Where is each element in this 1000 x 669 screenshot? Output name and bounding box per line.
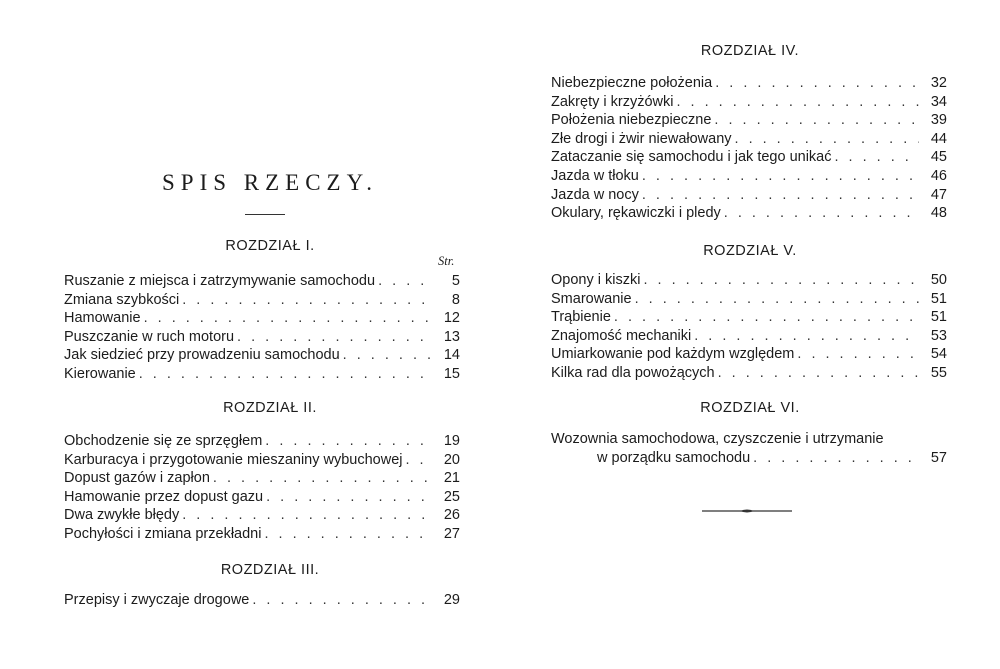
- end-ornament-rule: [702, 508, 792, 514]
- chapter-heading-6: ROZDZIAŁ VI.: [700, 400, 800, 416]
- toc-entry: Położenia niebezpieczne . . . 39: [551, 111, 947, 130]
- chapter-heading-5: ROZDZIAŁ V.: [703, 243, 797, 259]
- toc-entry: Jazda w tłoku . . . 46: [551, 167, 947, 186]
- toc-entry: Dopust gazów i zapłon . . . 21: [64, 469, 460, 488]
- toc-entry: Pochyłości i zmiana przekładni . . . 27: [64, 525, 460, 544]
- toc-entry: Jak siedzieć przy prowadzeniu samochodu . . . 14: [64, 346, 460, 365]
- toc-entry: Dwa zwykłe błędy . . . 26: [64, 506, 460, 525]
- toc-entry: Trąbienie . . . 51: [551, 308, 947, 327]
- toc-title: SPIS RZECZY.: [161, 170, 378, 195]
- chapter-3-entries: [64, 591, 460, 610]
- chapter-4-entries: [551, 74, 947, 223]
- toc-entry: Smarowanie . . . 51: [551, 290, 947, 309]
- toc-entry: Niebezpieczne położenia . . . 32: [551, 74, 947, 93]
- toc-entry: Znajomość mechaniki . . . 53: [551, 327, 947, 346]
- toc-entry: Obchodzenie się ze sprzęgłem . . . 19: [64, 432, 460, 451]
- toc-entry: Kierowanie . . . 15: [64, 365, 460, 384]
- toc-entry: Umiarkowanie pod każdym względem . . . 54: [551, 345, 947, 364]
- chapter-heading-2: ROZDZIAŁ II.: [223, 400, 317, 416]
- toc-entry: Hamowanie przez dopust gazu . . . 25: [64, 488, 460, 507]
- chapter-2-entries: [64, 432, 460, 544]
- chapter-heading-4: ROZDZIAŁ IV.: [700, 43, 800, 59]
- chapter-6-entries: [551, 430, 947, 467]
- toc-entry: Karburacya i przygotowanie mieszaniny wybuchowej . . . 20: [64, 451, 460, 470]
- toc-entry: Jazda w nocy . . . 47: [551, 186, 947, 205]
- toc-entry: Opony i kiszki . . . 50: [551, 271, 947, 290]
- chapter-heading-3: ROZDZIAŁ III.: [220, 562, 320, 578]
- title-divider: [245, 214, 285, 215]
- toc-entry: Okulary, rękawiczki i pledy . . . 48: [551, 204, 947, 223]
- page-column-label: Str.: [438, 254, 455, 268]
- toc-entry: Zataczanie się samochodu i jak tego unikać . . . 45: [551, 148, 947, 167]
- toc-entry: Hamowanie . . . 12: [64, 309, 460, 328]
- toc-entry: Ruszanie z miejsca i zatrzymywanie samochodu . . . 5: [64, 272, 460, 291]
- toc-entry: Zmiana szybkości . . . 8: [64, 291, 460, 310]
- toc-entry: Złe drogi i żwir niewałowany . . . 44: [551, 130, 947, 149]
- chapter-5-entries: [551, 271, 947, 383]
- toc-entry: Wozownia samochodowa, czyszczenie i utrzymanie: [551, 431, 884, 447]
- toc-entry: Puszczanie w ruch motoru . . . 13: [64, 328, 460, 347]
- right-page: [500, 0, 1000, 669]
- toc-entry: Kilka rad dla powożących . . . 55: [551, 364, 947, 383]
- chapter-1-entries: [64, 272, 460, 384]
- chapter-heading-1: ROZDZIAŁ I.: [225, 238, 315, 254]
- toc-entry: Zakręty i krzyżówki . . . 34: [551, 93, 947, 112]
- toc-entry: w porządku samochodu . . . 57: [551, 449, 947, 468]
- toc-entry: Przepisy i zwyczaje drogowe . . . 29: [64, 591, 460, 610]
